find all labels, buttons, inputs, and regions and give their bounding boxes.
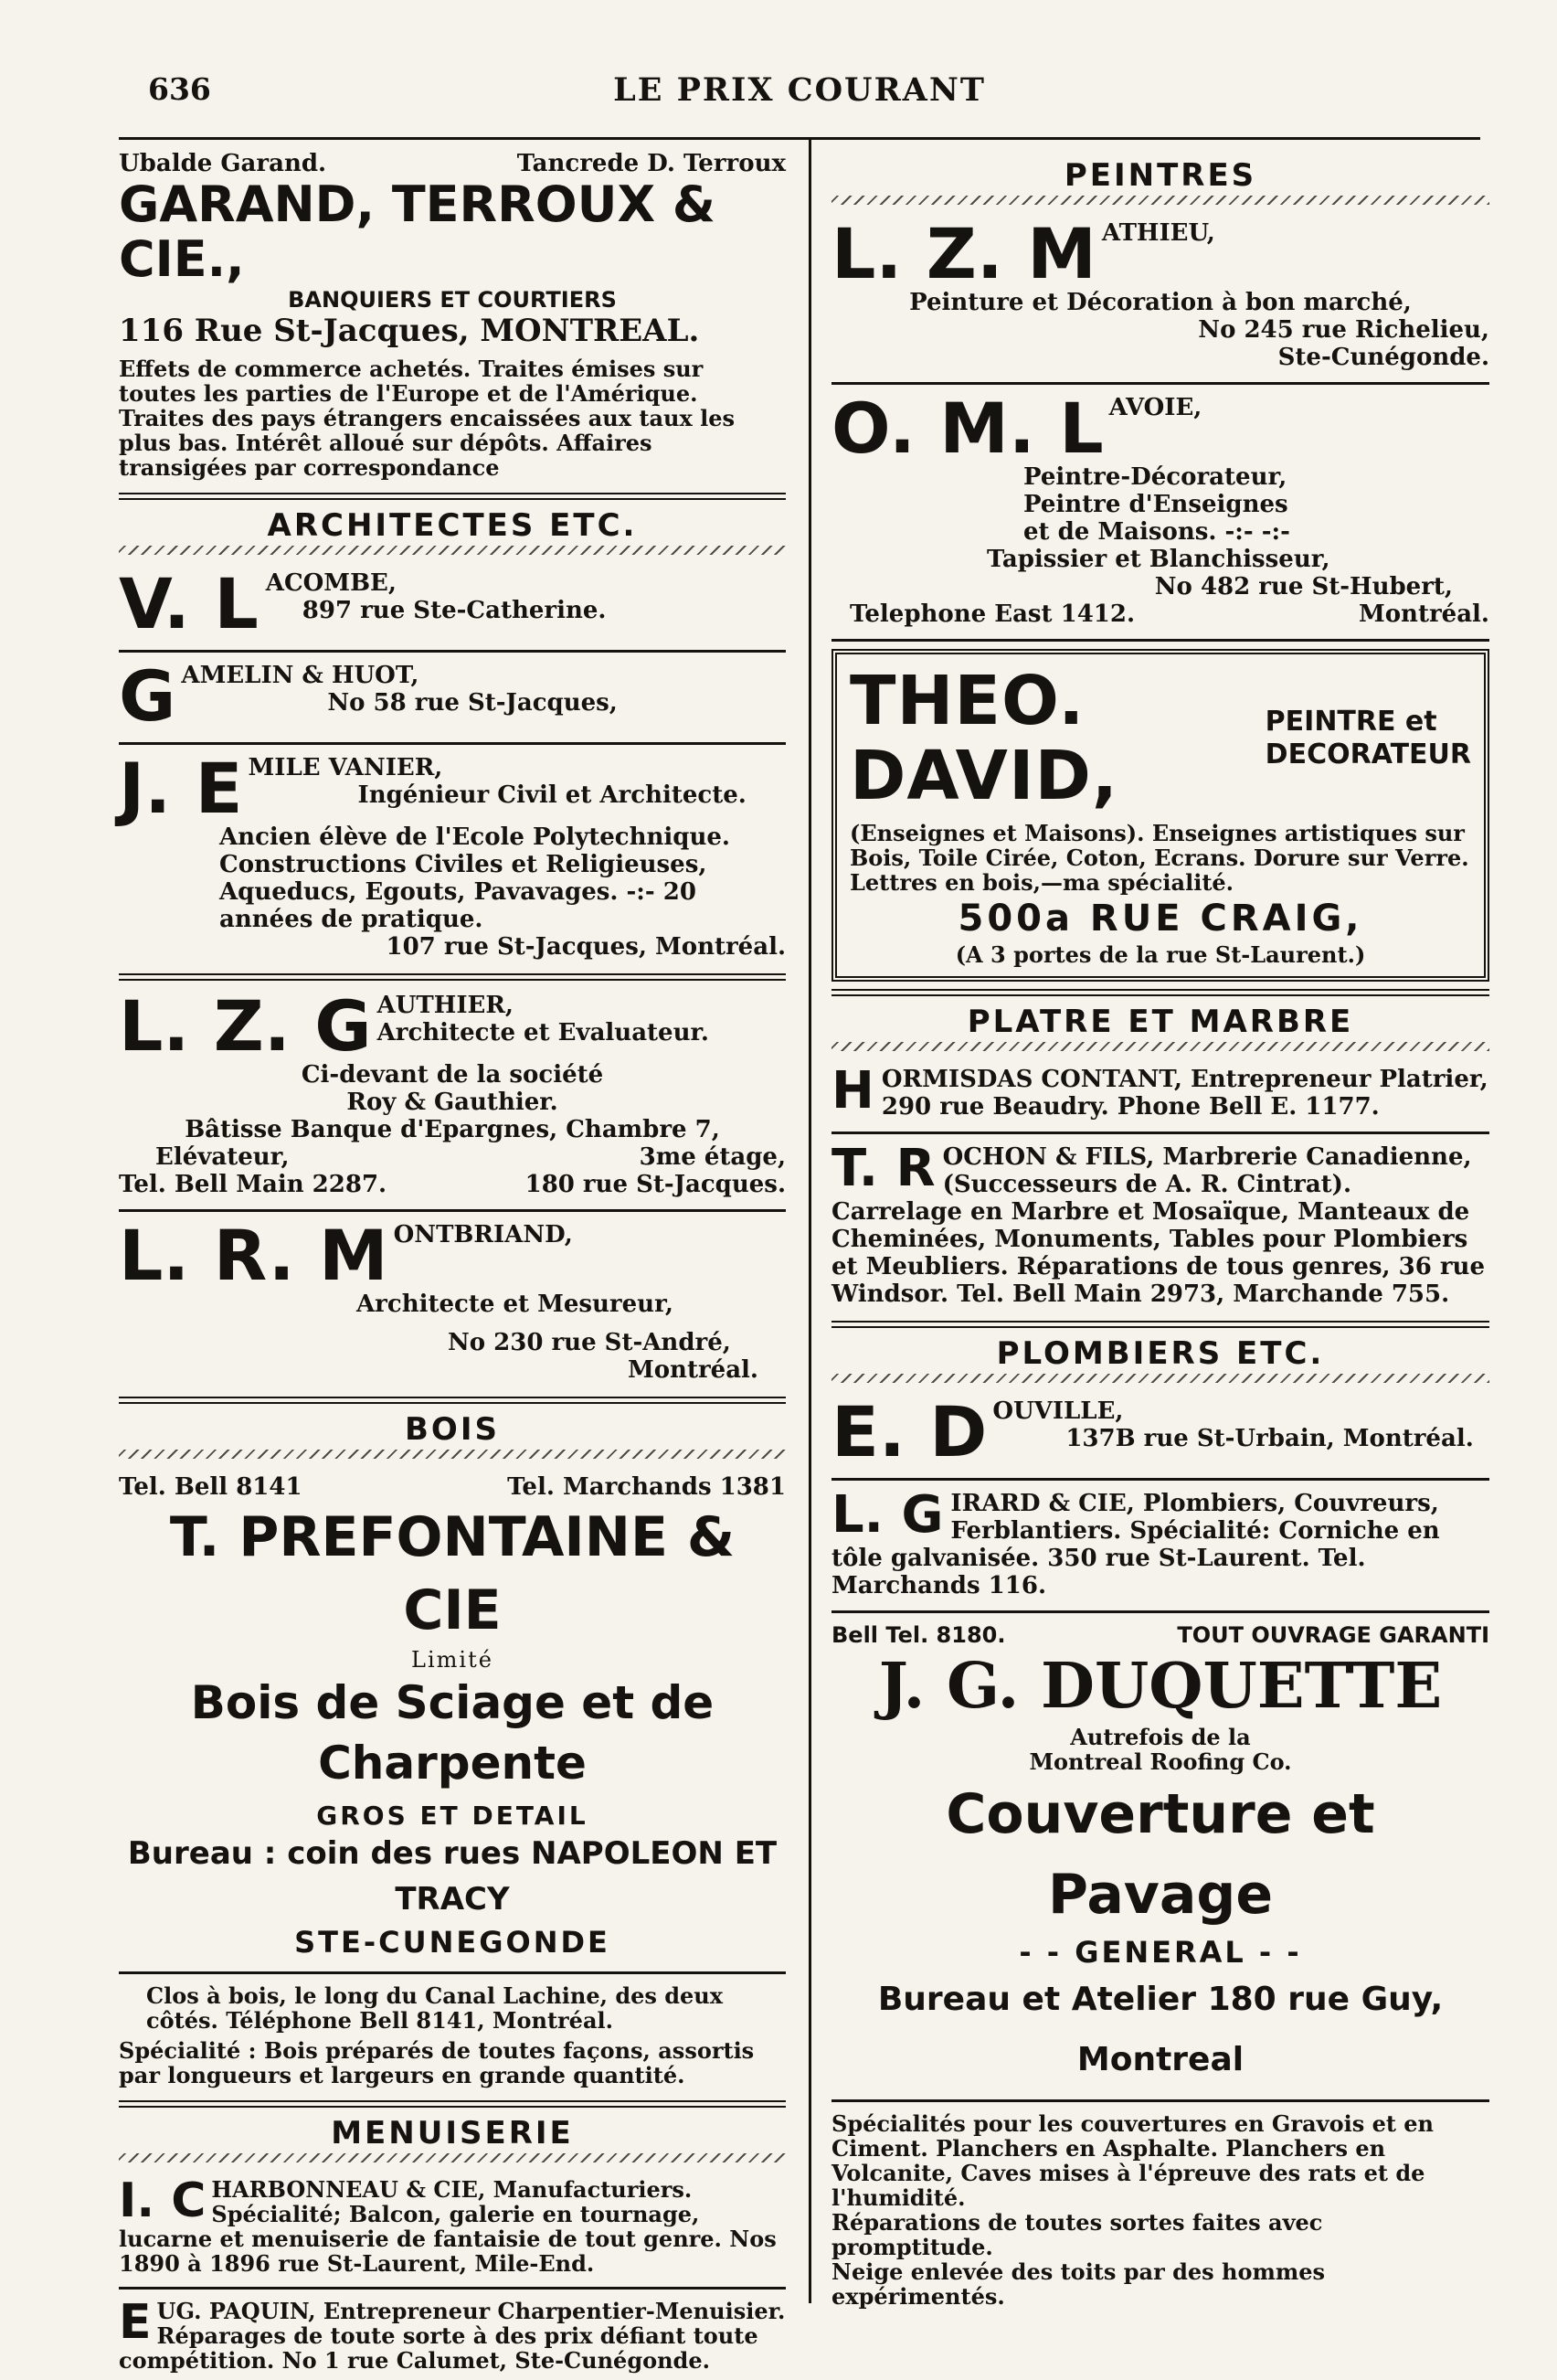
prefontaine-bureau: Bureau : coin des rues NAPOLEON ET TRACY xyxy=(127,1835,778,1918)
duquette-prev1: Autrefois de la xyxy=(1070,1724,1251,1750)
duquette-bureau: Bureau et Atelier 180 rue Guy, Montreal xyxy=(877,1981,1444,2078)
vanier-name: MILE VANIER, xyxy=(248,754,443,781)
rule xyxy=(119,2100,786,2108)
duquette-spec2: Réparations de toutes sortes faites avec promptitude. xyxy=(831,2209,1323,2260)
duquette-garanti: TOUT OUVRAGE GARANTI xyxy=(1177,1622,1489,1648)
page-number: 636 xyxy=(148,71,211,107)
prefontaine-clos: Clos à bois, le long du Canal Lachine, des deux côtés. Téléphone Bell 8141, Montréal. xyxy=(146,1982,724,2034)
rule xyxy=(119,1397,786,1404)
wavy-rule xyxy=(119,2153,786,2162)
montbriand-city: Montréal. xyxy=(627,1356,758,1384)
section-menuiserie: MENUISERIE xyxy=(331,2115,574,2152)
gamelin-ad xyxy=(119,656,786,738)
mathieu-l2: No 245 rue Richelieu, xyxy=(1198,316,1489,344)
duquette-spec3: Neige enlevée des toits par des hommes expérimentés. xyxy=(831,2258,1326,2310)
douville-initial: E. D xyxy=(831,1391,988,1472)
lacombe-address: 897 rue Ste-Catherine. xyxy=(302,597,607,624)
lacombe-ad xyxy=(119,564,786,646)
rule xyxy=(119,1971,786,1974)
section-architectes: ARCHITECTES ETC. xyxy=(267,507,638,544)
montbriand-ad xyxy=(119,1216,786,1391)
duquette-ad xyxy=(831,1617,1489,2316)
duquette-prev2: Montreal Roofing Co. xyxy=(1029,1748,1292,1775)
rule xyxy=(831,989,1489,996)
lavoie-l3: et de Maisons. -:- -:- xyxy=(1023,518,1290,546)
garand-firm: GARAND, TERROUX & CIE., xyxy=(119,175,715,288)
vanier-initial: J. E xyxy=(119,748,243,829)
section-platre: PLATRE ET MARBRE xyxy=(967,1004,1354,1040)
rule xyxy=(831,1610,1489,1613)
gauthier-l3: Bâtisse Banque d'Epargnes, Chambre 7, xyxy=(185,1116,720,1143)
gauthier-name: AUTHIER, xyxy=(376,992,514,1019)
gamelin-address: No 58 rue St-Jacques, xyxy=(327,689,618,717)
duquette-tel: Bell Tel. 8180. xyxy=(831,1622,1006,1648)
lacombe-name: ACOMBE, xyxy=(265,569,397,597)
douville-address: 137B rue St-Urbain, Montréal. xyxy=(1065,1425,1474,1452)
mathieu-name: ATHIEU, xyxy=(1101,219,1215,247)
david-text: (Enseignes et Maisons). Enseignes artistiques sur Bois, Toile Cirée, Coton, Ecrans. Dorure sur Verre. Lettres en bois,—ma spécialité. xyxy=(850,820,1469,896)
vanier-address: 107 rue St-Jacques, Montréal. xyxy=(386,933,786,961)
prefontaine-gros: GROS ET DETAIL xyxy=(316,1801,588,1831)
contant-initial: H xyxy=(831,1061,874,1121)
gauthier-l1: Ci-devant de la société xyxy=(301,1061,604,1089)
rule xyxy=(119,1209,786,1212)
david-ad xyxy=(831,649,1489,982)
rule xyxy=(831,1132,1489,1134)
rochon-ad xyxy=(831,1138,1489,1315)
montbriand-name: ONTBRIAND, xyxy=(393,1221,573,1248)
paquin-ad xyxy=(119,2293,786,2380)
lavoie-l4: Tapissier et Blanchisseur, xyxy=(987,546,1330,573)
rule xyxy=(119,2287,786,2290)
gauthier-l5a: Tel. Bell Main 2287. xyxy=(119,1171,387,1198)
gauthier-l5b: 180 rue St-Jacques. xyxy=(524,1171,786,1198)
duquette-general: - - GENERAL - - xyxy=(1019,1935,1302,1970)
wavy-rule xyxy=(831,196,1489,205)
header-rule xyxy=(119,137,1480,140)
rochon-initial: T. R xyxy=(831,1139,936,1198)
douville-ad xyxy=(831,1392,1489,1474)
david-title1: PEINTRE et xyxy=(1265,706,1437,738)
section-plombiers: PLOMBIERS ETC. xyxy=(996,1335,1325,1372)
paquin-text: UG. PAQUIN, Entrepreneur Charpentier-Menuisier. Réparages de toute sorte à des prix défiant toute compétition. No 1 rue Calumet, Ste-Cunégonde. xyxy=(119,2298,786,2374)
rule xyxy=(831,382,1489,385)
contant-ad xyxy=(831,1060,1489,1128)
lavoie-name: AVOIE, xyxy=(1108,394,1202,421)
montbriand-role: Architecte et Mesureur, xyxy=(356,1291,673,1318)
duquette-firm: J. G. DUQUETTE xyxy=(878,1650,1443,1723)
rule xyxy=(119,742,786,745)
prefontaine-firm: T. PREFONTAINE & CIE xyxy=(169,1505,736,1642)
garand-subtitle: BANQUIERS ET COURTIERS xyxy=(288,287,617,313)
vanier-ad xyxy=(119,749,786,968)
montbriand-initial: L. R. M xyxy=(119,1215,388,1296)
gauthier-initial: L. Z. G xyxy=(119,985,372,1067)
prefontaine-special: Spécialité : Bois préparés de toutes façons, assortis par longueurs et largeurs en grande quantité. xyxy=(119,2037,755,2088)
column-divider xyxy=(809,137,811,2303)
left-column xyxy=(119,144,786,2380)
girard-initial: L. G xyxy=(831,1485,944,1545)
duquette-product: Couverture et Pavage xyxy=(946,1782,1375,1927)
prefontaine-place: STE-CUNEGONDE xyxy=(294,1925,610,1960)
gamelin-name: AMELIN & HUOT, xyxy=(181,662,419,689)
prefontaine-product: Bois de Sciage et de Charpente xyxy=(190,1676,715,1790)
gauthier-l4a: Elévateur, xyxy=(155,1143,290,1171)
lavoie-initial: O. M. L xyxy=(831,388,1104,469)
prefontaine-tel1: Tel. Bell 8141 xyxy=(119,1473,302,1501)
charbonneau-ad xyxy=(119,2172,786,2283)
lavoie-ad xyxy=(831,388,1489,635)
lavoie-city: Montréal. xyxy=(1358,600,1489,628)
duquette-spec1: Spécialités pour les couvertures en Gravois et en Ciment. Planchers en Asphalte. Planchers en Volcanite, Caves mises à l'épreuve des rats et de l'humidité. xyxy=(831,2110,1434,2211)
gauthier-l2: Roy & Gauthier. xyxy=(346,1089,558,1116)
right-column xyxy=(831,144,1489,2316)
girard-ad xyxy=(831,1484,1489,1607)
garand-text: Effets de commerce achetés. Traites émises sur toutes les parties de l'Europe et de l'Amérique. Traites des pays étrangers encaissées aux taux les plus bas. Intérêt alloué sur dépôts. Affaires transigées par correspondance xyxy=(119,356,736,481)
montbriand-address: No 230 rue St-André, xyxy=(448,1329,731,1356)
contant-text: ORMISDAS CONTANT, Entrepreneur Platrier, 290 rue Beaudry. Phone Bell E. 1177. xyxy=(881,1066,1488,1121)
mathieu-l3: Ste-Cunégonde. xyxy=(1277,344,1489,371)
mathieu-ad xyxy=(831,214,1489,378)
rule xyxy=(831,639,1489,642)
douville-name: OUVILLE, xyxy=(992,1397,1124,1425)
paquin-initial: E xyxy=(119,2295,152,2350)
rule xyxy=(831,2099,1489,2102)
page-header xyxy=(119,66,1480,112)
lavoie-l1: Peintre-Décorateur, xyxy=(1023,463,1287,491)
david-title2: DECORATEUR xyxy=(1265,738,1471,770)
garand-address: 116 Rue St-Jacques, MONTREAL. xyxy=(119,313,700,349)
david-note: (A 3 portes de la rue St-Laurent.) xyxy=(955,941,1366,968)
rule xyxy=(831,1478,1489,1481)
gauthier-ad xyxy=(119,986,786,1206)
lavoie-l5: No 482 rue St-Hubert, xyxy=(1154,573,1453,600)
vanier-role: Ingénieur Civil et Architecte. xyxy=(357,781,747,809)
vanier-text: Ancien élève de l'Ecole Polytechnique. Constructions Civiles et Religieuses, Aqueducs, Egouts, Pavavages. -:- 20 années de pratique. xyxy=(219,823,730,933)
wavy-rule xyxy=(119,546,786,555)
gauthier-role: Architecte et Evaluateur. xyxy=(376,1019,709,1047)
rule xyxy=(119,493,786,500)
partner-2: Tancrede D. Terroux xyxy=(516,150,786,177)
wavy-rule xyxy=(831,1374,1489,1383)
lavoie-tel: Telephone East 1412. xyxy=(850,600,1136,628)
section-bois: BOIS xyxy=(405,1411,500,1448)
mathieu-l1: Peinture et Décoration à bon marché, xyxy=(909,289,1412,316)
gamelin-initial: G xyxy=(119,655,176,737)
david-address: 500a RUE CRAIG, xyxy=(958,898,1363,940)
lacombe-initial: V. L xyxy=(119,563,259,644)
prefontaine-tel2: Tel. Marchands 1381 xyxy=(507,1473,786,1501)
section-peintres: PEINTRES xyxy=(1064,157,1257,194)
prefontaine-limite: Limité xyxy=(411,1647,493,1673)
mathieu-initial: L. Z. M xyxy=(831,213,1096,294)
rule xyxy=(119,973,786,981)
girard-text: IRARD & CIE, Plombiers, Couvreurs, Ferblantiers. Spécialité: Corniche en tôle galvanisée. 350 rue St-Laurent. Tel. Marchands 116. xyxy=(831,1490,1440,1599)
charb-text: HARBONNEAU & CIE, Manufacturiers. Spécialité; Balcon, galerie en tournage, lucarne et menuiserie de fantaisie de tout genre. Nos 1890 à 1896 rue St-Laurent, Mile-End. xyxy=(119,2176,777,2277)
gauthier-l4b: 3me étage, xyxy=(639,1143,786,1171)
prefontaine-ad xyxy=(119,1468,786,2095)
page-title: LE PRIX COURANT xyxy=(613,71,986,109)
lavoie-l2: Peintre d'Enseignes xyxy=(1023,491,1288,518)
charb-initial: I. C xyxy=(119,2173,207,2228)
rochon-text: OCHON & FILS, Marbrerie Canadienne, (Successeurs de A. R. Cintrat). Carrelage en Marbre et Mosaïque, Manteaux de Cheminées, Monuments, Tables pour Plombiers et Meubliers. Réparations de tous genres, 36 rue Windsor. Tel. Bell Main 2973, Marchande 755. xyxy=(831,1143,1485,1308)
partner-1: Ubalde Garand. xyxy=(119,150,327,177)
wavy-rule xyxy=(831,1042,1489,1051)
rule xyxy=(119,650,786,653)
garand-ad xyxy=(119,144,786,487)
david-name: THEO. DAVID, xyxy=(850,662,1119,815)
wavy-rule xyxy=(119,1450,786,1459)
rule xyxy=(831,1321,1489,1328)
